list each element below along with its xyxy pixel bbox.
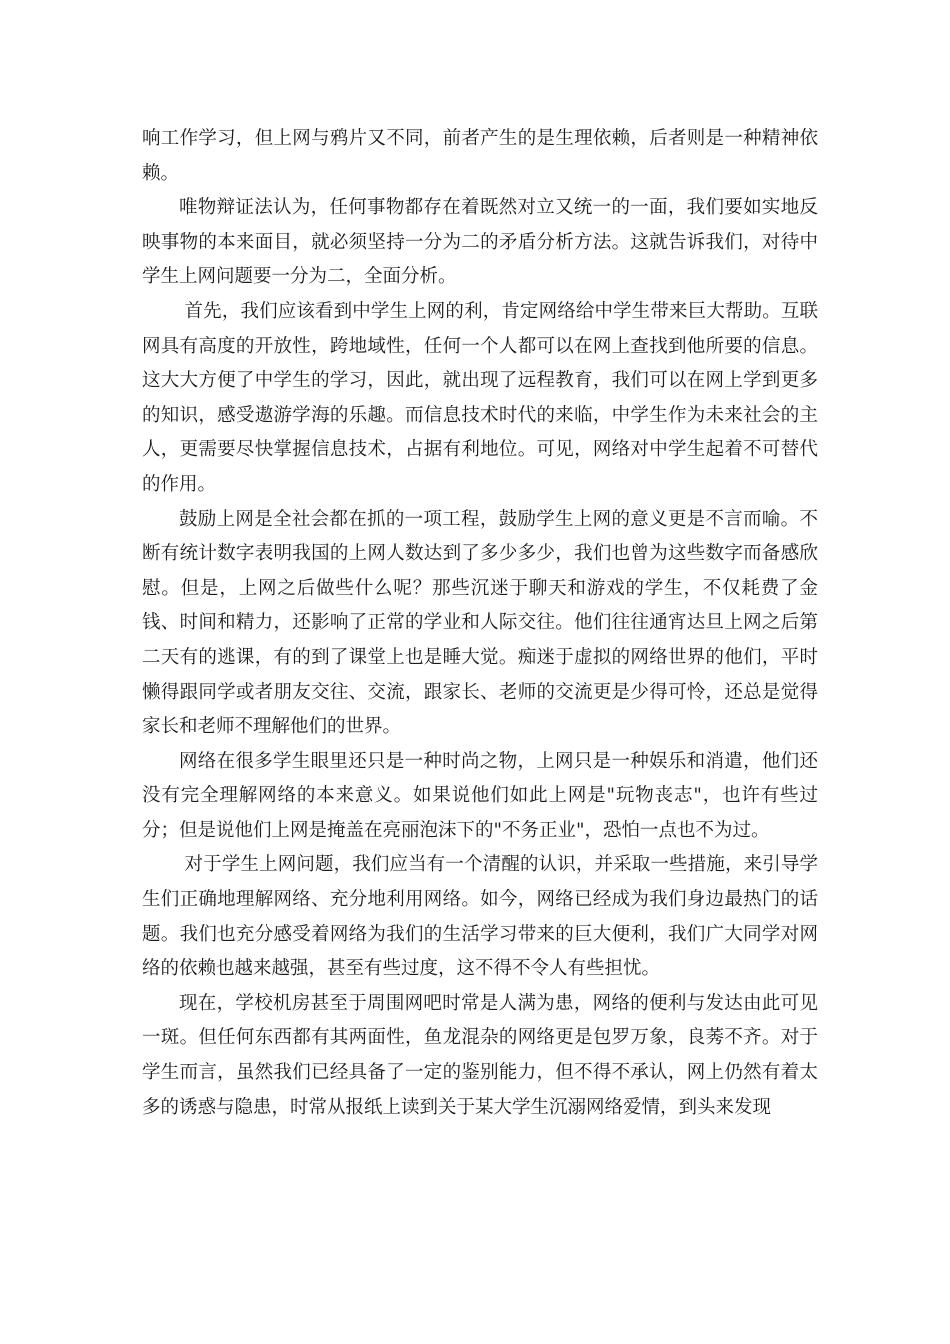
document-body <box>142 122 818 1125</box>
paragraph-continuation: 响工作学习，但上网与鸦片又不同，前者产生的是生理依赖，后者则是一种精神依赖。 <box>142 128 818 184</box>
paragraph-benefits: 首先，我们应该看到中学生上网的利，肯定网络给中学生带来巨大帮助。互联网具有高度的开放性，跨地域性，任何一个人都可以在网上查找到他所要的信息。这大大方便了中学生的学习，因此，就出现了远程教育，我们可以在网上学到更多的知识，感受遨游学海的乐趣。而信息技术时代的来临，中学生作为未来社会的主人，更需要尽快掌握信息技术，占据有利地位。可见，网络对中学生起着不可替代的作用。 <box>142 300 818 495</box>
paragraph-dialectics: 唯物辩证法认为，任何事物都存在着既然对立又统一的一面，我们要如实地反映事物的本来面目，就必须坚持一分为二的矛盾分析方法。这就告诉我们，对待中学生上网问题要一分为二，全面分析。 <box>142 197 818 288</box>
paragraph-encourage-online: 鼓励上网是全社会都在抓的一项工程，鼓励学生上网的意义更是不言而喻。不断有统计数字表明我国的上网人数达到了多少多少，我们也曾为这些数字而备感欣慰。但是，上网之后做些什么呢？那些沉迷于聊天和游戏的学生，不仅耗费了金钱、时间和精力，还影响了正常的学业和人际交往。他们往往通宵达旦上网之后第二天有的逃课，有的到了课堂上也是睡大觉。痴迷于虚拟的网络世界的他们，平时懒得跟同学或者朋友交往、交流，跟家长、老师的交流更是少得可怜，还总是觉得家长和老师不理解他们的世界。 <box>142 508 818 738</box>
paragraph-awareness: 对于学生上网问题，我们应当有一个清醒的认识，并采取一些措施，来引导学生们正确地理解网络、充分地利用网络。如今，网络已经成为我们身边最热门的话题。我们也充分感受着网络为我们的生活学习带来的巨大便利，我们广大同学对网络的依赖也越来越强，甚至有些过度，这不得不令人有些担忧。 <box>142 854 818 980</box>
paragraph-fashion: 网络在很多学生眼里还只是一种时尚之物，上网只是一种娱乐和消遣，他们还没有完全理解网络的本来意义。如果说他们如此上网是"玩物丧志"，也许有些过分；但是说他们上网是掩盖在亮丽泡沫下的"不务正业"，恐怕一点也不为过。 <box>142 750 818 841</box>
paragraph-current-situation: 现在，学校机房甚至于周围网吧时常是人满为患，网络的便利与发达由此可见一斑。但任何东西都有其两面性，鱼龙混杂的网络更是包罗万象，良莠不齐。对于学生而言，虽然我们已经具备了一定的鉴别能力，但不得不承认，网上仍然有着太多的诱惑与隐患，时常从报纸上读到关于某大学生沉溺网络爱情，到头来发现 <box>142 992 818 1118</box>
